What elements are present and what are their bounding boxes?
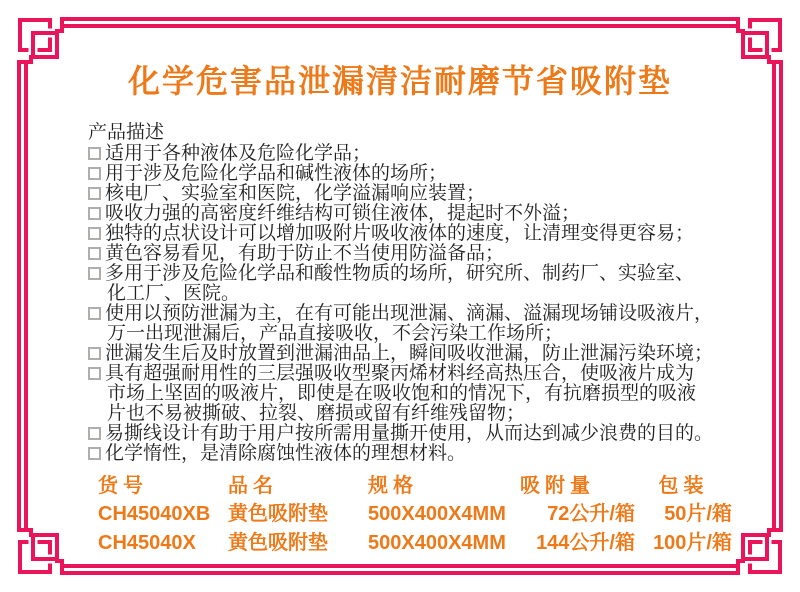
square-bullet-icon [88,207,101,220]
description-text: 吸收力强的高密度纤维结构可锁住液体，提起时不外溢； [105,202,581,224]
spec-table-row [98,500,738,529]
frame-border-left-inner [24,76,28,516]
square-bullet-icon [88,367,101,380]
description-item-continuation [88,323,756,343]
square-bullet-icon [88,307,101,320]
description-item-continuation [88,283,756,303]
spec-table-cell: 144公升/箱 [536,532,635,554]
page-title: 化学危害品泄漏清洁耐磨节省吸附垫 [127,62,672,100]
description-item-continuation [88,403,756,423]
frame-border-top-outer [76,17,724,21]
description-item [88,443,756,463]
description-text: 万一出现泄漏后，产品直接吸收，不会污染工作场所； [107,322,564,344]
frame-border-right-inner [772,76,776,516]
spec-table-cell: 黄色吸附垫 [228,503,328,525]
spec-table-cell: 72公升/箱 [547,503,635,525]
spec-table-cell: 500X400X4MM [368,532,506,554]
description-item-continuation [88,383,756,403]
description-item-list [88,143,756,463]
description-text: 化学惰性，是清除腐蚀性液体的理想材料。 [105,442,467,464]
description-item [88,183,756,203]
description-text: 易撕线设计有助于用户按所需用量撕开使用，从而达到减少浪费的目的。 [105,422,714,444]
square-bullet-icon [88,187,101,200]
spec-table-cell: 黄色吸附垫 [228,532,328,554]
product-description [88,121,756,463]
description-item [88,423,756,443]
spec-table-cell: CH45040X [98,532,196,554]
spec-header-cell: 吸附量 [520,475,595,497]
square-bullet-icon [88,227,101,240]
description-text: 化工厂、医院。 [107,282,241,304]
description-item [88,263,756,283]
description-text: 泄漏发生后及时放置到泄漏油品上，瞬间吸收泄漏，防止泄漏污染环境； [105,342,714,364]
square-bullet-icon [88,267,101,280]
square-bullet-icon [88,167,101,180]
frame-border-bottom-inner [76,564,724,568]
description-text: 用于涉及危险化学品和碱性液体的场所； [105,162,448,184]
description-text: 多用于涉及危险化学品和酸性物质的场所，研究所、制药厂、实验室、 [105,262,695,284]
description-text: 核电厂、实验室和医院，化学溢漏响应装置； [105,182,486,204]
description-text: 独特的点状设计可以增加吸附片吸收液体的速度，让清理变得更容易； [105,222,695,244]
description-item [88,243,756,263]
square-bullet-icon [88,347,101,360]
description-item [88,223,756,243]
description-text: 市场上坚固的吸液片，即使是在吸收饱和的情况下，有抗磨损型的吸液 [107,382,697,404]
frame-border-top-inner [76,24,724,28]
spec-table-row [98,529,738,558]
square-bullet-icon [88,427,101,440]
frame-border-right-outer [779,76,783,516]
spec-header-cell: 规格 [368,475,418,497]
description-text: 使用以预防泄漏为主，在有可能出现泄漏、滴漏、溢漏现场铺设吸液片， [105,302,714,324]
description-item [88,303,756,323]
description-item [88,343,756,363]
spec-header-cell: 包装 [658,475,709,497]
description-heading: 产品描述 [88,121,165,143]
spec-table-body [98,500,738,558]
description-item [88,143,756,163]
description-text: 适用于各种液体及危险化学品； [105,142,372,164]
spec-table-cell: 500X400X4MM [368,503,506,525]
square-bullet-icon [88,147,101,160]
corner-ornament-bottom-left-icon [0,512,80,592]
square-bullet-icon [88,447,101,460]
spec-header-cell: 货号 [98,475,148,497]
description-item [88,163,756,183]
description-item [88,363,756,383]
spec-table-cell: 50片/箱 [664,503,732,525]
description-text: 具有超强耐用性的三层强吸收型聚丙烯材料经高热压合，使吸液片成为 [105,362,695,384]
description-text: 黄色容易看见，有助于防止不当使用防溢备品； [105,242,505,264]
frame-border-left-outer [17,76,21,516]
frame-border-bottom-outer [76,571,724,575]
spec-table [98,473,738,558]
description-item [88,203,756,223]
description-text: 片也不易被撕破、拉裂、磨损或留有纤维残留物； [107,402,526,424]
spec-table-cell: CH45040XB [98,503,211,525]
square-bullet-icon [88,247,101,260]
spec-header-cell: 品名 [228,475,278,497]
spec-table-header-row [98,473,738,500]
spec-table-cell: 100片/箱 [653,532,732,554]
